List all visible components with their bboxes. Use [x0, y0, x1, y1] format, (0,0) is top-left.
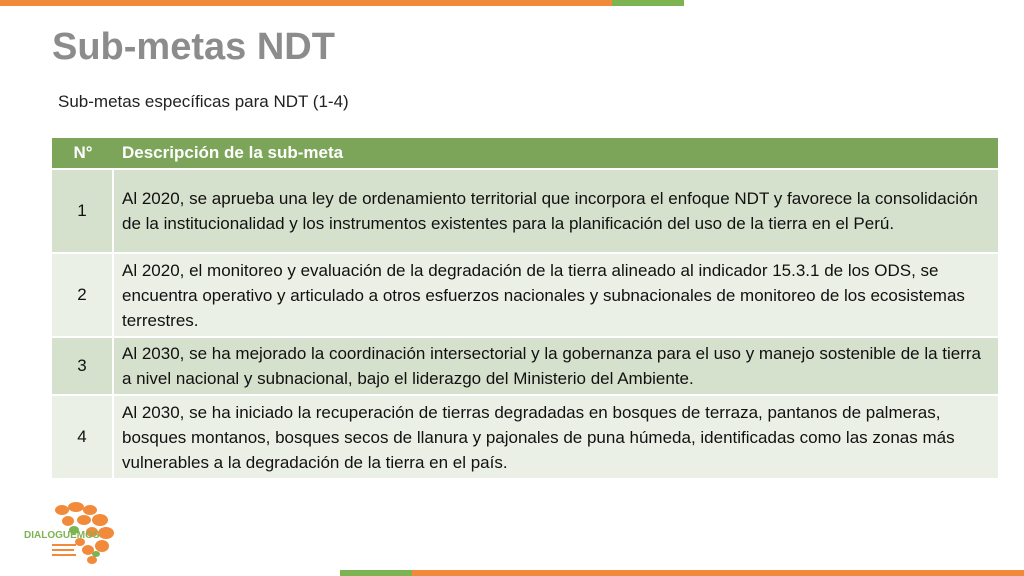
row-number: 1 [52, 170, 114, 252]
row-description: Al 2030, se ha mejorado la coordinación intersectorial y la gobernanza para el uso y manejo sostenible de la tierra a nivel nacional y subnacional, bajo el liderazgo del Ministerio del Ambiente. [114, 338, 998, 394]
row-number: 2 [52, 254, 114, 336]
row-description: Al 2020, el monitoreo y evaluación de la degradación de la tierra alineado al indicador 15.3.1 de los ODS, se encuentra operativo y articulado a otros esfuerzos nacionales y subnacionales de monitoreo de los ecosistemas terrestres. [114, 254, 998, 336]
table-row [52, 254, 998, 336]
top-orange-bar [0, 0, 612, 6]
slide-subtitle: Sub-metas específicas para NDT (1-4) [58, 92, 349, 111]
table-row [52, 170, 998, 252]
dialoguemos-logo [22, 500, 118, 566]
slide-title: Sub-metas NDT [52, 26, 335, 68]
logo-text: DIALOGUEMOS [24, 530, 100, 541]
top-green-bar [612, 0, 684, 6]
header-number: N° [52, 138, 114, 168]
table-header-row [52, 138, 998, 168]
table-row [52, 396, 998, 478]
row-number: 4 [52, 396, 114, 478]
header-description: Descripción de la sub-meta [114, 138, 998, 168]
row-description: Al 2020, se aprueba una ley de ordenamiento territorial que incorpora el enfoque NDT y favorece la consolidación de la institucionalidad y los instrumentos existentes para la planificación del uso de la tierra en el Perú. [114, 170, 998, 252]
table-row [52, 338, 998, 394]
bottom-orange-bar [412, 570, 1024, 576]
row-number: 3 [52, 338, 114, 394]
bottom-green-bar [340, 570, 412, 576]
row-description: Al 2030, se ha iniciado la recuperación de tierras degradadas en bosques de terraza, pantanos de palmeras, bosques montanos, bosques secos de llanura y pajonales de puna húmeda, identificadas como las zonas más vulnerables a la degradación de la tierra en el país. [114, 396, 998, 478]
submetas-table [52, 136, 998, 480]
